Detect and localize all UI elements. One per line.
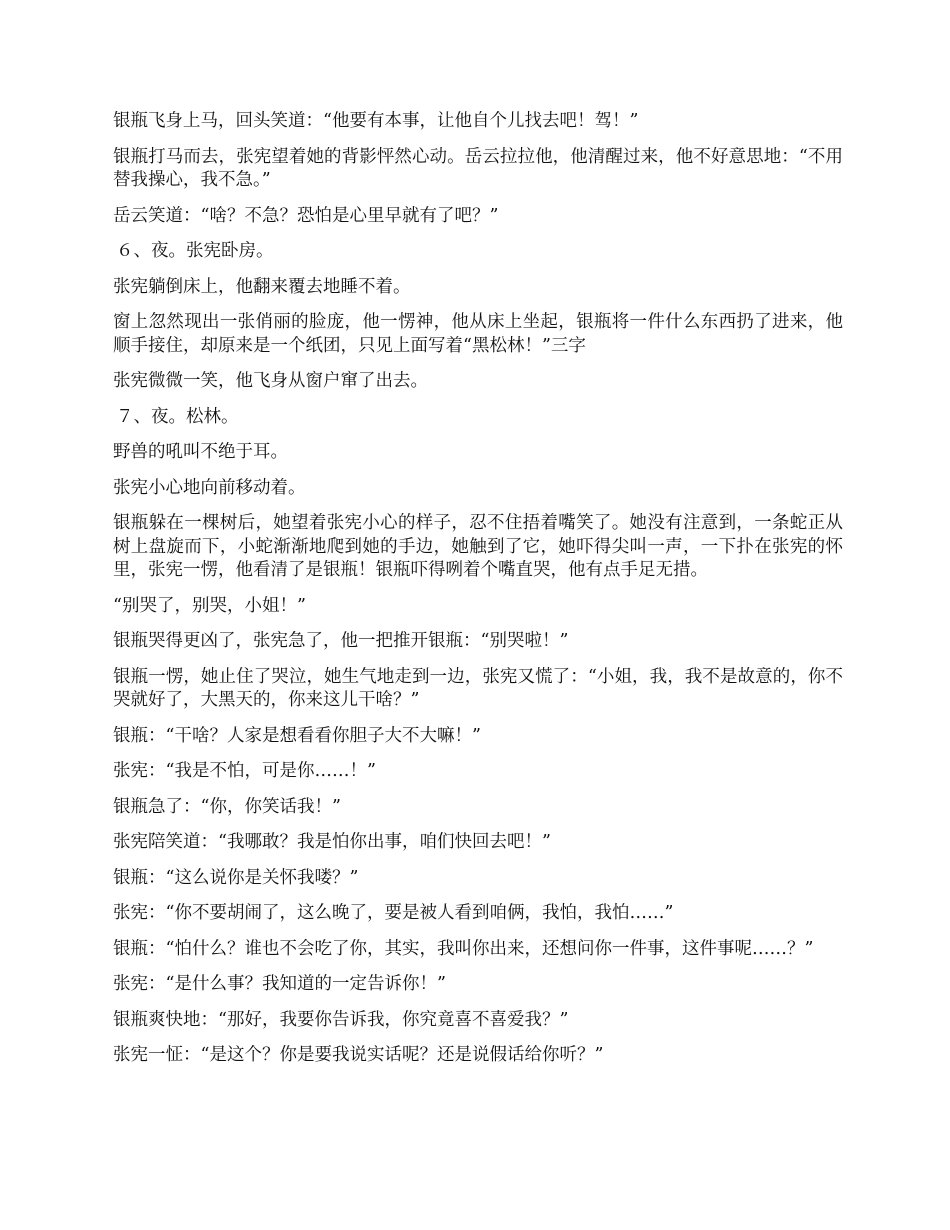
paragraph-dialogue: 银瓶哭得更凶了，张宪急了，他一把推开银瓶：“别哭啦！” <box>113 631 569 651</box>
paragraph-dialogue: 岳云笑道：“啥？不急？恐怕是心里早就有了吧？” <box>113 205 499 226</box>
paragraph-dialogue: 银瓶：“怕什么？谁也不会吃了你，其实，我叫你出来，还想问你一件事，这件事呢……？” <box>113 938 814 959</box>
paragraph-dialogue: 银瓶急了：“你，你笑话我！” <box>113 796 341 817</box>
document-body <box>113 110 843 1080</box>
paragraph-dialogue: 张宪：“是什么事？我知道的一定告诉你！” <box>113 974 446 994</box>
paragraph-dialogue: 张宪一怔：“是这个？你是要我说实话呢？还是说假话给你听？” <box>113 1045 604 1065</box>
paragraph-narration: 窗上忽然现出一张俏丽的脸庞，他一愣神，他从床上坐起，银瓶将一件什么东西扔了进来，他顺手接住，却原来是一个纸团，只见上面写着“黑松林！”三字 <box>113 312 843 356</box>
paragraph-dialogue: 银瓶一愣，她止住了哭泣，她生气地走到一边，张宪又慌了：“小姐，我，我不是故意的，你不哭就好了，大黑天的，你来这儿干啥？” <box>113 666 843 710</box>
paragraph-dialogue: 银瓶：“干啥？人家是想看看你胆子大不大嘛！” <box>113 725 481 746</box>
paragraph-dialogue: 张宪陪笑道：“我哪敢？我是怕你出事，咱们快回去吧！” <box>113 832 551 852</box>
paragraph-dialogue: 银瓶飞身上马，回头笑道：“他要有本事，让他自个儿找去吧！驾！” <box>113 111 639 131</box>
paragraph-dialogue: 银瓶：“这么说你是关怀我喽？” <box>113 867 359 888</box>
paragraph-dialogue: “别哭了，别哭，小姐！” <box>113 595 306 616</box>
scene-heading: ６、夜。张宪卧房。 <box>116 241 274 261</box>
paragraph-narration: 张宪躺倒床上，他翻来覆去地睡不着。 <box>113 276 411 297</box>
paragraph-dialogue: 银瓶爽快地：“那好，我要你告诉我，你究竟喜不喜爱我？” <box>113 1009 569 1030</box>
paragraph-dialogue: 张宪：“我是不怕，可是你……！” <box>113 761 376 781</box>
paragraph-narration: 张宪微微一笑，他飞身从窗户窜了出去。 <box>113 371 428 391</box>
paragraph-narration: 野兽的吼叫不绝于耳。 <box>113 442 288 462</box>
paragraph-narration: 银瓶打马而去，张宪望着她的背影怦然心动。岳云拉拉他，他清醒过来，他不好意思地：“不用替我操心，我不急。” <box>113 146 843 190</box>
paragraph-dialogue: 张宪：“你不要胡闹了，这么晚了，要是被人看到咱俩，我怕，我怕……” <box>113 903 674 923</box>
paragraph-narration: 张宪小心地向前移动着。 <box>113 477 306 498</box>
scene-heading: ７、夜。松林。 <box>116 406 239 427</box>
paragraph-narration: 银瓶躲在一棵树后，她望着张宪小心的样子，忍不住捂着嘴笑了。她没有注意到，一条蛇正从树上盘旋而下，小蛇渐渐地爬到她的手边，她触到了它，她吓得尖叫一声，一下扑在张宪的怀里，张宪一愣，他看清了是银瓶！银瓶吓得咧着个嘴直哭，他有点手足无措。 <box>113 513 843 580</box>
